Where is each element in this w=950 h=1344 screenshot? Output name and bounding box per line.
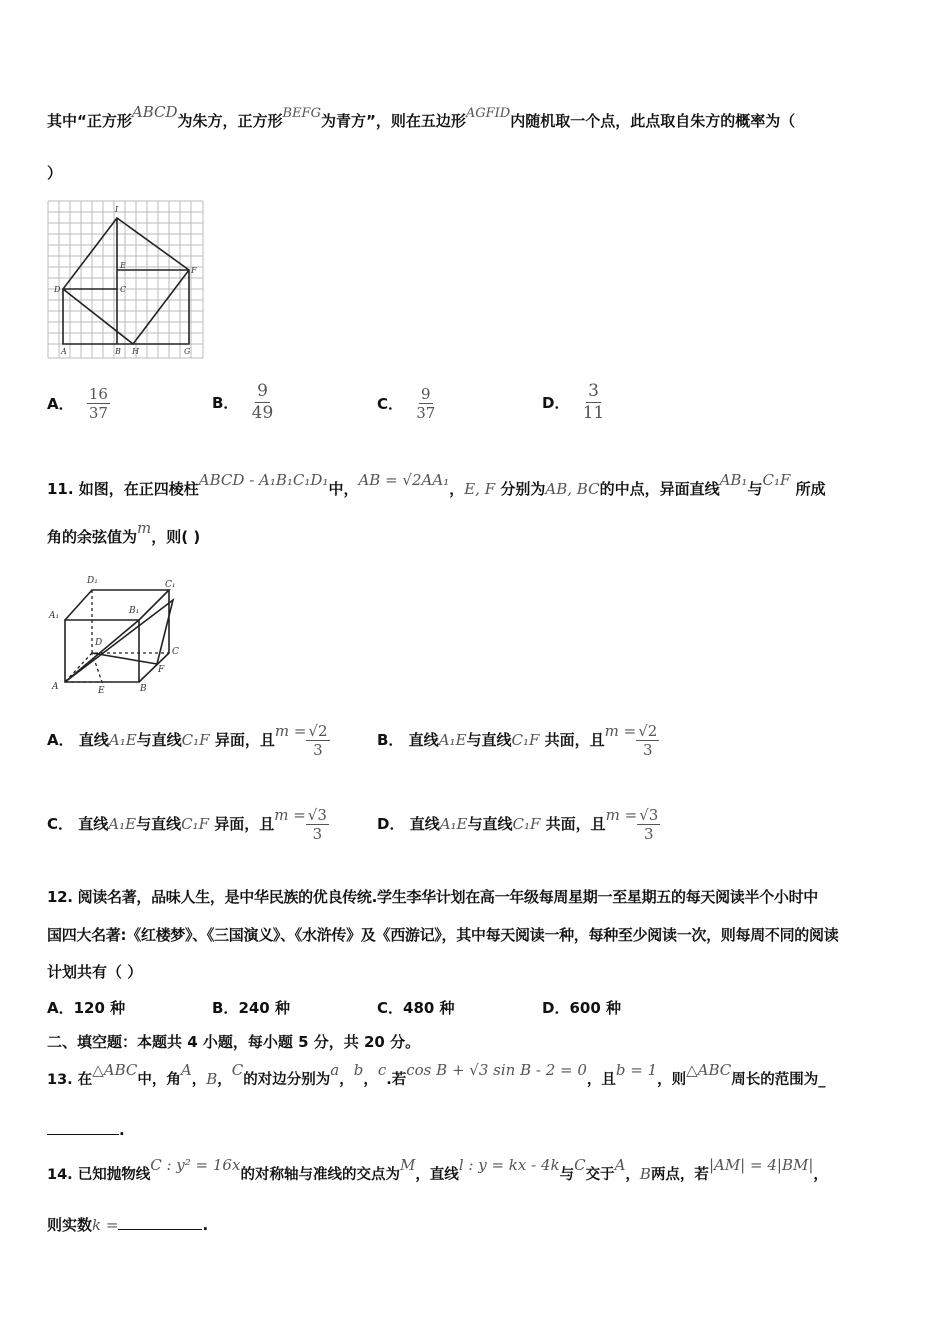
q13-answer-line: . — [47, 1118, 125, 1141]
q12-option-c[interactable]: C．480 种 — [377, 999, 455, 1017]
fig-label-E-prism: E — [98, 686, 105, 696]
q14-answer-blank[interactable] — [118, 1213, 202, 1230]
q12-stem-line1: 12. 阅读名著，品味人生，是中华民族的优良传统.学生李华计划在高一年级每周星期一至星期五的每天阅读半个小时中 — [47, 888, 818, 906]
q11-figure — [47, 572, 192, 697]
q12-stem-line3: 计划共有（ ） — [47, 963, 143, 981]
fig-label-D-prism: D — [95, 638, 103, 648]
q12-option-a[interactable]: A．120 种 — [47, 999, 126, 1017]
fig-label-C1: C₁ — [165, 580, 176, 590]
q11-stem-line1: 11. 如图，在正四棱柱ABCD - A₁B₁C₁D₁中，AB = √2AA₁，E, F 分别为AB, BC的中点，异面直线AB₁与C₁F 所成 — [47, 471, 826, 498]
q11-option-a[interactable]: A． 直线A₁E与直线C₁F 异面，且m = $\frac{√2}{3}$ — [47, 722, 328, 759]
q10-stem-line1: 其中“正方形ABCD为朱方，正方形BEFG为青方”，则在五边形AGFID内随机取一个点，此点取自朱方的概率为（ — [47, 103, 796, 130]
fig-label-B: B — [115, 347, 121, 356]
fig-label-F-prism: F — [158, 665, 165, 675]
fig-label-I: I — [115, 205, 119, 214]
fig-label-C: C — [120, 285, 127, 294]
q10-figure — [47, 200, 207, 360]
section-fill-in-heading: 二、填空题：本题共 4 小题，每小题 5 分，共 20 分。 — [47, 1033, 421, 1051]
fig-label-C-prism: C — [172, 647, 179, 657]
q10-option-d[interactable]: D． $\frac{3}{11}$ — [542, 381, 605, 423]
q12-option-d[interactable]: D．600 种 — [542, 999, 621, 1017]
q10-option-a[interactable]: A． $\frac{16}{37}$ — [47, 385, 108, 422]
q11-stem-line2: 角的余弦值为m，则( ) — [47, 519, 201, 546]
q10-pentagon — [63, 218, 189, 344]
fig-label-A-prism: A — [52, 682, 59, 692]
fig-label-E: E — [120, 261, 126, 270]
fig-label-F: F — [191, 266, 197, 275]
fig-label-H: H — [132, 347, 139, 356]
fig-label-B-prism: B — [140, 684, 147, 694]
fig-label-B1: B₁ — [129, 606, 140, 616]
q10-option-c[interactable]: C． $\frac{9}{37}$ — [377, 385, 436, 422]
fig-label-D1: D₁ — [87, 576, 98, 586]
fig-label-G: G — [184, 347, 191, 356]
q12-option-b[interactable]: B．240 种 — [212, 999, 290, 1017]
fig-label-A: A — [61, 347, 67, 356]
q13-stem-line1: 13. 在△ABC中，角A，B，C的对边分别为a，b，c.若cos B + √3 sin B - 2 = 0，且b = 1，则△ABC周长的范围为_ — [47, 1061, 826, 1088]
q13-answer-blank[interactable] — [47, 1118, 119, 1135]
q12-stem-line2: 国四大名著:《红楼梦》、《三国演义》、《水浒传》及《西游记》，其中每天阅读一种，每种至少阅读一次，则每周不同的阅读 — [47, 926, 839, 944]
q14-answer-line: 则实数k = . — [47, 1213, 208, 1236]
fig-label-D: D — [54, 285, 61, 294]
q10-stem-line2: ） — [47, 164, 63, 182]
fig-label-A1: A₁ — [49, 611, 60, 621]
q11-option-b[interactable]: B． 直线A₁E与直线C₁F 共面，且m = $\frac{√2}{3}$ — [377, 722, 658, 759]
q14-stem-line1: 14. 已知抛物线C : y² = 16x的对称轴与准线的交点为M，直线l : y = kx - 4k与C交于A，B两点，若|AM| = 4|BM|， — [47, 1156, 828, 1183]
q10-option-b[interactable]: B． $\frac{9}{49}$ — [212, 381, 274, 423]
q11-option-d[interactable]: D． 直线A₁E与直线C₁F 共面，且m = $\frac{√3}{3}$ — [377, 806, 659, 843]
q11-option-c[interactable]: C． 直线A₁E与直线C₁F 异面，且m = $\frac{√3}{3}$ — [47, 806, 327, 843]
